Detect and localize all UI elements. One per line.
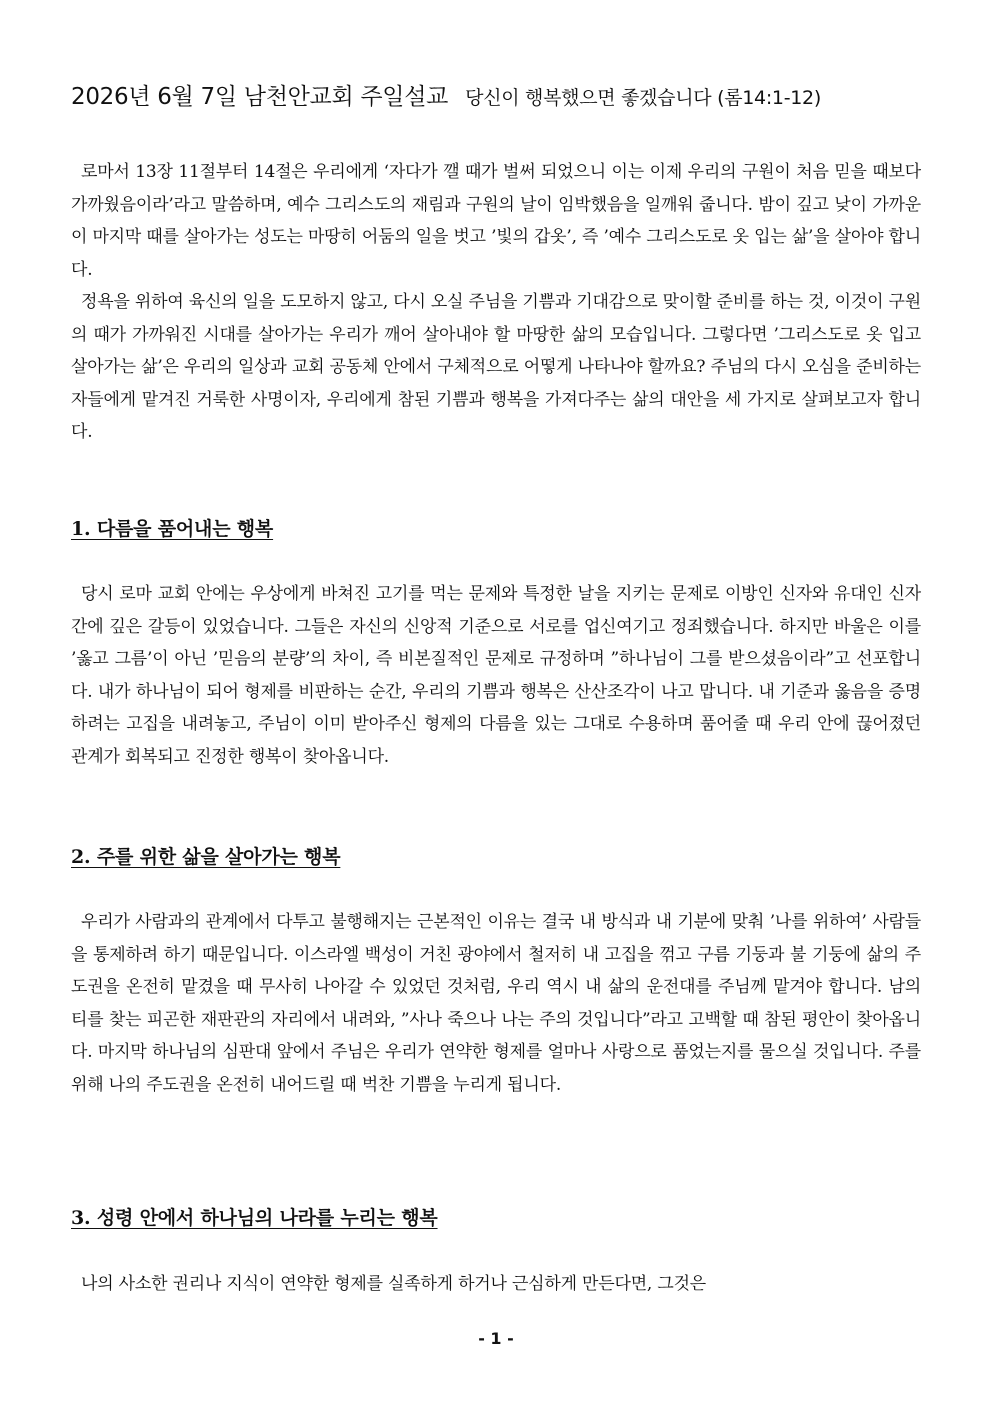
sermon-title: 2026년 6월 7일 남천안교회 주일설교: [71, 84, 449, 110]
page-number: - 1 -: [478, 1329, 514, 1348]
intro-paragraph-2: 정욕을 위하여 육신의 일을 도모하지 않고, 다시 오실 주님을 기쁨과 기대감으로 맞이할 준비를 하는 것, 이것이 구원의 때가 가까워진 시대를 살아가는 우리가 깨어 살아내야 할 마땅한 삶의 모습입니다. 그렇다면 ’그리스도로 옷 입고 살아가는 삶’은 우리의 일상과 교회 공동체 안에서 구체적으로 어떻게 나타나야 할까요? 주님의 다시 오심을 준비하는 자들에게 맡겨진 거룩한 사명이자, 우리에게 참된 기쁨과 행복을 가져다주는 삶의 대안을 세 가지로 살펴보고자 합니다.: [71, 292, 921, 442]
section-3-body: 나의 사소한 권리나 지식이 연약한 형제를 실족하게 하거나 근심하게 만든다면, 그것은: [81, 1274, 707, 1294]
sermon-subtitle: 당신이 행복했으면 좋겠습니다 (롬14:1-12): [465, 87, 821, 109]
section-1-body: 당시 로마 교회 안에는 우상에게 바쳐진 고기를 먹는 문제와 특정한 날을 지키는 문제로 이방인 신자와 유대인 신자 간에 깊은 갈등이 있었습니다. 그들은 자신의 신앙적 기준으로 서로를 업신여기고 정죄했습니다. 하지만 바울은 이를 ’옳고 그름’이 아닌 ’믿음의 분량’의 차이, 즉 비본질적인 문제로 규정하며 ”하나님이 그를 받으셨음이라”고 선포합니다. 내가 하나님이 되어 형제를 비판하는 순간, 우리의 기쁨과 행복은 산산조각이 나고 맙니다. 내 기준과 옳음을 증명하려는 고집을 내려놓고, 주님이 이미 받아주신 형제의 다름을 있는 그대로 수용하며 품어줄 때 우리 안에 끊어졌던 관계가 회복되고 진정한 행복이 찾아옵니다.: [71, 584, 921, 767]
sermon-header: [71, 78, 931, 111]
section-2-body: 우리가 사람과의 관계에서 다투고 불행해지는 근본적인 이유는 결국 내 방식과 내 기분에 맞춰 ’나를 위하여’ 사람들을 통제하려 하기 때문입니다. 이스라엘 백성이 거친 광야에서 철저히 내 고집을 꺾고 구름 기둥과 불 기둥에 삶의 주도권을 온전히 맡겼을 때 무사히 나아갈 수 있었던 것처럼, 우리 역시 내 삶의 운전대를 주님께 맡겨야 합니다. 남의 티를 찾는 피곤한 재판관의 자리에서 내려와, ”사나 죽으나 나는 주의 것입니다”라고 고백할 때 참된 평안이 찾아옵니다. 마지막 하나님의 심판대 앞에서 주님은 우리가 연약한 형제를 얼마나 사랑으로 품었는지를 물으실 것입니다. 주를 위해 나의 주도권을 온전히 내어드릴 때 벅찬 기쁨을 누리게 됩니다.: [71, 912, 921, 1095]
section-1-heading: 1. 다름을 품어내는 행복: [71, 518, 274, 540]
section-2-heading: 2. 주를 위한 삶을 살아가는 행복: [71, 846, 341, 868]
section-3-heading: 3. 성령 안에서 하나님의 나라를 누리는 행복: [71, 1207, 438, 1229]
intro-paragraph-1: 로마서 13장 11절부터 14절은 우리에게 ‘자다가 깰 때가 벌써 되었으니 이는 이제 우리의 구원이 처음 믿을 때보다 가까웠음이라’라고 말씀하며, 예수 그리스도의 재림과 구원의 날이 임박했음을 일깨워 줍니다. 밤이 깊고 낮이 가까운 이 마지막 때를 살아가는 성도는 마땅히 어둠의 일을 벗고 ’빛의 갑옷’, 즉 ’예수 그리스도로 옷 입는 삶’을 살아야 합니다.: [71, 162, 921, 280]
